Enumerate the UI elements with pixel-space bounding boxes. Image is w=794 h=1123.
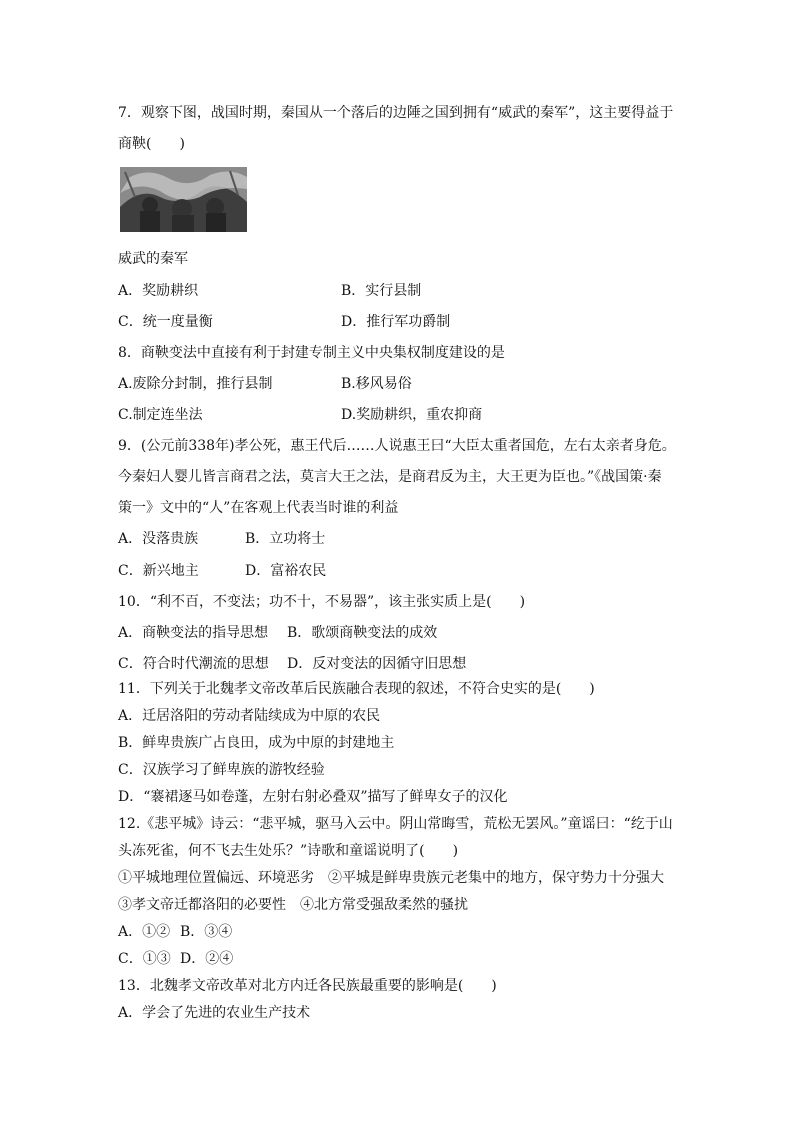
q10-stem: 10．“利不百，不变法；功不十，不易器”，该主张实质上是( ) — [118, 594, 526, 610]
q12-stem-line1: 12.《悲平城》诗云：“悲平城，驱马入云中。阴山常晦雪，荒松无罢风。”童谣曰：“纥于山 — [118, 816, 673, 832]
q11-option-c: C．汉族学习了鲜卑族的游牧经验 — [118, 762, 325, 778]
q11-stem: 11．下列关于北魏孝文帝改革后民族融合表现的叙述，不符合史实的是( ) — [118, 681, 595, 697]
q12-stem-line2: 头冻死雀，何不飞去生处乐？”诗歌和童谣说明了( ) — [118, 843, 459, 859]
q9-stem-line3: 策一》文中的“人”在客观上代表当时谁的利益 — [118, 500, 399, 516]
q11-option-b: B．鲜卑贵族广占良田，成为中原的封建地主 — [118, 735, 395, 751]
q9-stem-line2: 今秦妇人婴儿皆言商君之法，莫言大王之法，是商君反为主，大王更为臣也。”《战国策·秦 — [118, 469, 662, 485]
q9-option-a: A．没落贵族 — [118, 531, 199, 547]
q7-stem-line2: 商鞅( ) — [118, 136, 185, 152]
q8-option-c: C.制定连坐法 — [118, 407, 203, 423]
q12-option-a: A．①② — [118, 924, 171, 940]
q9-option-d: D．富裕农民 — [245, 563, 327, 579]
q9-stem-line1: 9．(公元前338年)孝公死，惠王代后……人说惠王曰“大臣太重者国危，左右太亲者身危。 — [118, 438, 676, 454]
q12-option-b: B．③④ — [180, 924, 233, 940]
q10-option-d: D．反对变法的因循守旧思想 — [287, 656, 467, 672]
q9-option-b: B．立功将士 — [245, 531, 326, 547]
q10-option-c: C．符合时代潮流的思想 — [118, 656, 269, 672]
q7-stem-line1: 7．观察下图，战国时期，秦国从一个落后的边陲之国到拥有“威武的秦军”，这主要得益于 — [118, 105, 674, 121]
q8-option-b: B.移风易俗 — [341, 376, 412, 392]
q8-stem: 8．商鞅变法中直接有利于封建专制主义中央集权制度建设的是 — [118, 345, 505, 361]
q7-option-b: B．实行县制 — [341, 283, 422, 299]
q12-statements-line1: ①平城地理位置偏远、环境恶劣 ②平城是鲜卑贵族元老集中的地方，保守势力十分强大 — [118, 870, 664, 886]
qin-army-photo — [120, 167, 247, 232]
q7-option-a: A．奖励耕织 — [118, 283, 199, 299]
q8-option-a: A.废除分封制，推行县制 — [118, 376, 273, 392]
q7-caption: 威武的秦军 — [118, 251, 188, 267]
q11-option-d: D．“褰裙逐马如卷蓬，左射右射必叠双”描写了鲜卑女子的汉化 — [118, 789, 508, 805]
q10-option-b: B．歌颂商鞅变法的成效 — [287, 625, 438, 641]
q11-option-a: A．迁居洛阳的劳动者陆续成为中原的农民 — [118, 708, 381, 724]
q13-option-a: A．学会了先进的农业生产技术 — [118, 1005, 311, 1021]
q12-option-d: D．②④ — [180, 951, 234, 967]
q12-statements-line2: ③孝文帝迁都洛阳的必要性 ④北方常受强敌柔然的骚扰 — [118, 897, 468, 913]
q7-option-c: C．统一度量衡 — [118, 314, 213, 330]
q9-option-c: C．新兴地主 — [118, 563, 199, 579]
q12-option-c: C．①③ — [118, 951, 171, 967]
q10-option-a: A．商鞅变法的指导思想 — [118, 625, 269, 641]
q13-stem: 13．北魏孝文帝改革对北方内迁各民族最重要的影响是( ) — [118, 978, 497, 994]
q7-option-d: D．推行军功爵制 — [341, 314, 451, 330]
q8-option-d: D.奖励耕织，重农抑商 — [341, 407, 483, 423]
